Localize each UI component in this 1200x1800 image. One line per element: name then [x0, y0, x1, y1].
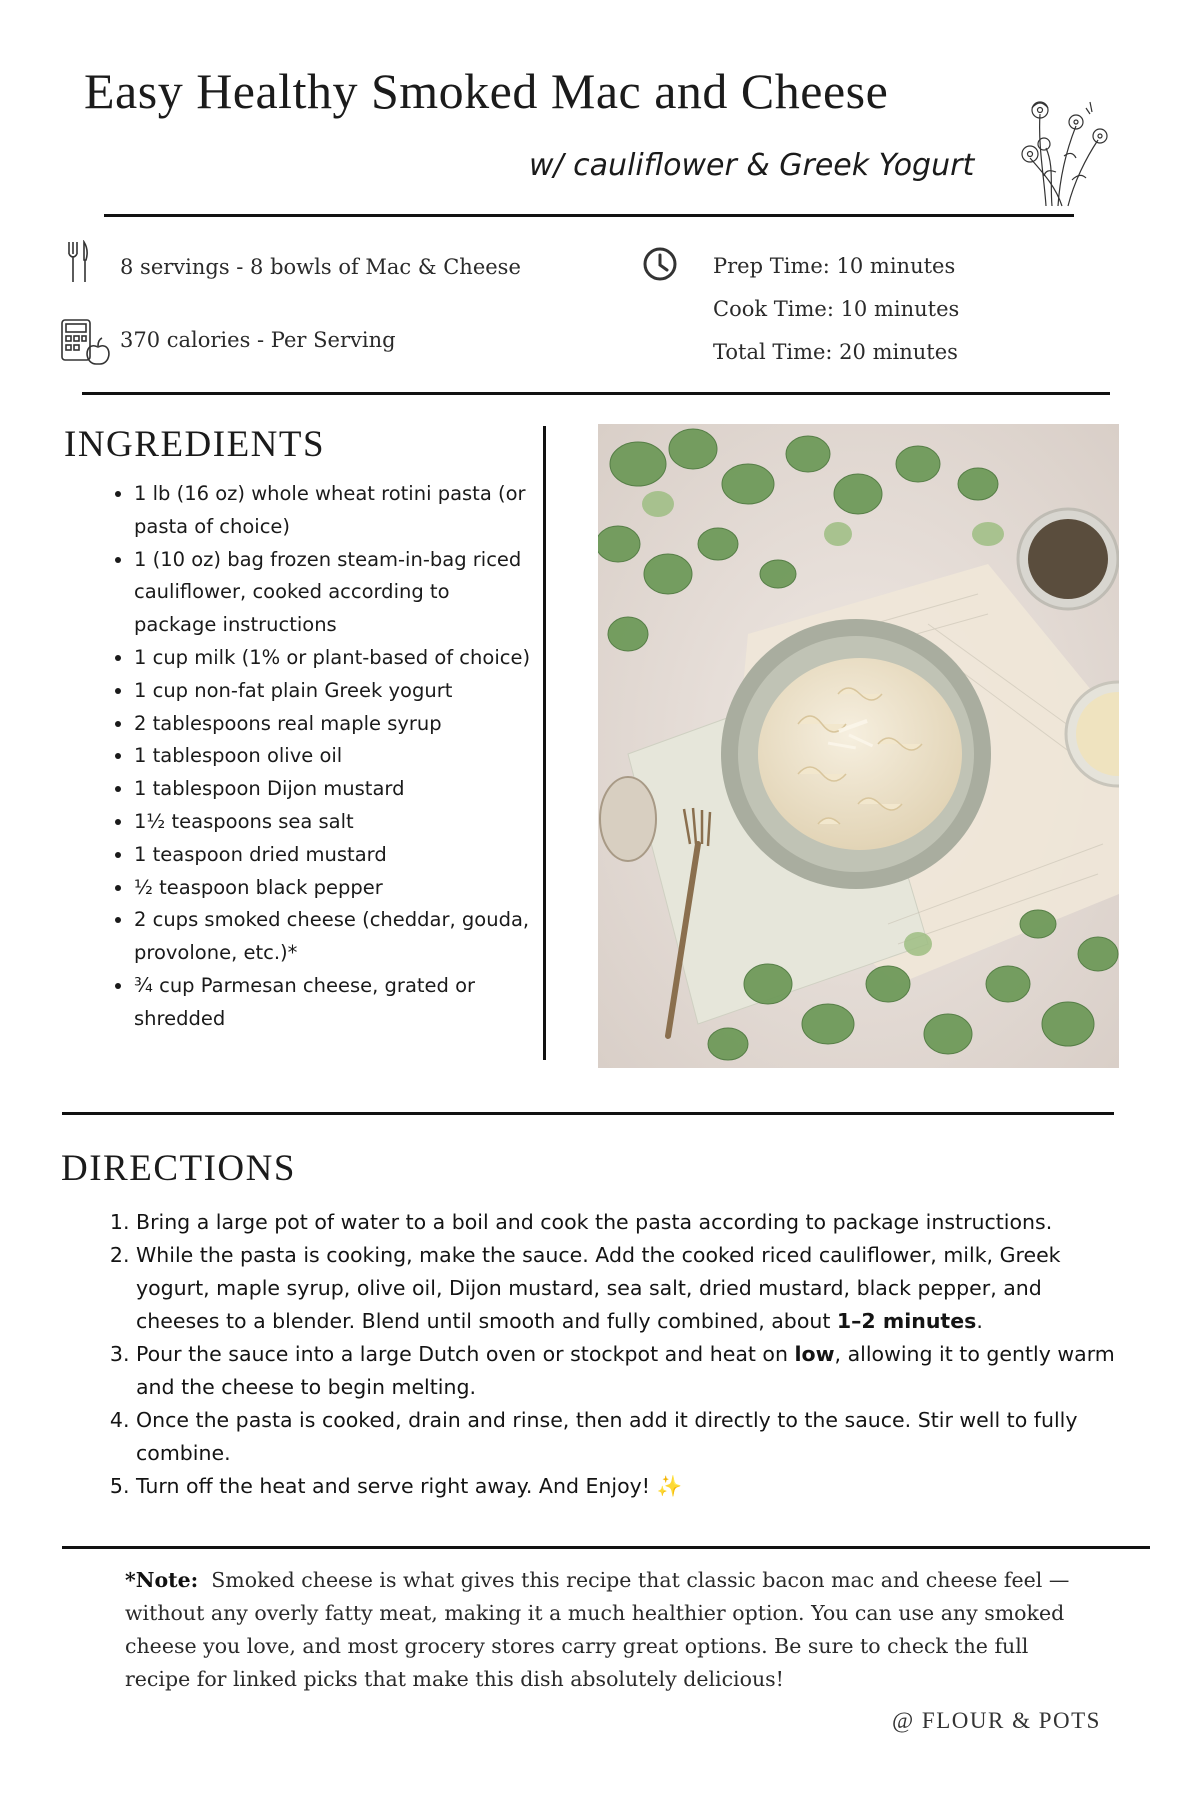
- ingredient-item: • 1 lb (16 oz) whole wheat rotini pasta (or pasta of choice): [134, 478, 534, 544]
- sparkle-icon: ✨: [656, 1474, 683, 1498]
- ingredients-heading: INGREDIENTS: [64, 424, 326, 465]
- direction-step: 5. Turn off the heat and serve right away. And Enjoy! ✨: [136, 1470, 1126, 1503]
- recipe-subtitle: w/ cauliflower & Greek Yogurt: [529, 148, 975, 183]
- direction-step: 1. Bring a large pot of water to a boil and cook the pasta according to package instructions.: [136, 1206, 1126, 1239]
- ingredient-item: • 2 tablespoons real maple syrup: [134, 708, 534, 741]
- note-text: Smoked cheese is what gives this recipe that classic bacon mac and cheese feel — without any overly fatty meat, making it a much healthier option. You can use any smoked cheese you love, and most grocery stores carry great options. Be sure to check the full recipe for linked picks that make this dish absolutely delicious!: [125, 1568, 1070, 1691]
- ingredients-list: [98, 478, 534, 1036]
- servings-text: 8 servings - 8 bowls of Mac & Cheese: [120, 255, 521, 279]
- meta-divider: [82, 392, 1110, 395]
- calories-text: 370 calories - Per Serving: [120, 328, 396, 352]
- direction-step: 2. While the pasta is cooking, make the sauce. Add the cooked riced cauliflower, milk, Greek yogurt, maple syrup, olive oil, Dijon mustard, sea salt, dried mustard, black pepper, and cheeses to a blender. Blend until smooth and fully combined, about 1–2 minutes.: [136, 1239, 1126, 1338]
- ingredient-item: • 1 teaspoon dried mustard: [134, 839, 534, 872]
- fork-knife-icon: [66, 240, 90, 284]
- flower-sketch-icon: [1016, 96, 1116, 208]
- prep-time: Prep Time: 10 minutes: [713, 254, 956, 278]
- calculator-apple-icon: [60, 318, 110, 366]
- recipe-title: Easy Healthy Smoked Mac and Cheese: [84, 63, 889, 119]
- header-divider: [104, 214, 1074, 217]
- directions-heading: DIRECTIONS: [61, 1148, 296, 1189]
- total-time: Total Time: 20 minutes: [713, 340, 958, 364]
- direction-step: 4. Once the pasta is cooked, drain and rinse, then add it directly to the sauce. Stir well to fully combine.: [136, 1404, 1126, 1470]
- cook-time: Cook Time: 10 minutes: [713, 297, 960, 321]
- ingredient-item: • 1½ teaspoons sea salt: [134, 806, 534, 839]
- recipe-note: [125, 1564, 1085, 1696]
- mac-and-cheese-bowl-illustration: [598, 424, 1119, 1068]
- brand-signature: @ FLOUR & POTS: [892, 1708, 1101, 1733]
- direction-step: 3. Pour the sauce into a large Dutch oven or stockpot and heat on low, allowing it to gently warm and the cheese to begin melting.: [136, 1338, 1126, 1404]
- ingredient-item: • ½ teaspoon black pepper: [134, 872, 534, 905]
- ingredient-item: • 1 tablespoon Dijon mustard: [134, 773, 534, 806]
- column-divider: [543, 426, 546, 1060]
- ingredient-item: • 2 cups smoked cheese (cheddar, gouda, provolone, etc.)*: [134, 904, 534, 970]
- ingredient-item: • 1 (10 oz) bag frozen steam-in-bag riced cauliflower, cooked according to package instructions: [134, 544, 534, 642]
- clock-icon: [642, 246, 678, 282]
- directions-list: [106, 1206, 1126, 1503]
- ingredient-item: • 1 cup milk (1% or plant-based of choice): [134, 642, 534, 675]
- note-label: *Note:: [125, 1568, 199, 1592]
- ingredient-item: • 1 tablespoon olive oil: [134, 740, 534, 773]
- recipe-photo: [598, 424, 1119, 1068]
- ingredient-item: • ¾ cup Parmesan cheese, grated or shredded: [134, 970, 534, 1036]
- ingredients-divider: [62, 1112, 1114, 1115]
- ingredient-item: • 1 cup non-fat plain Greek yogurt: [134, 675, 534, 708]
- directions-divider: [62, 1546, 1150, 1549]
